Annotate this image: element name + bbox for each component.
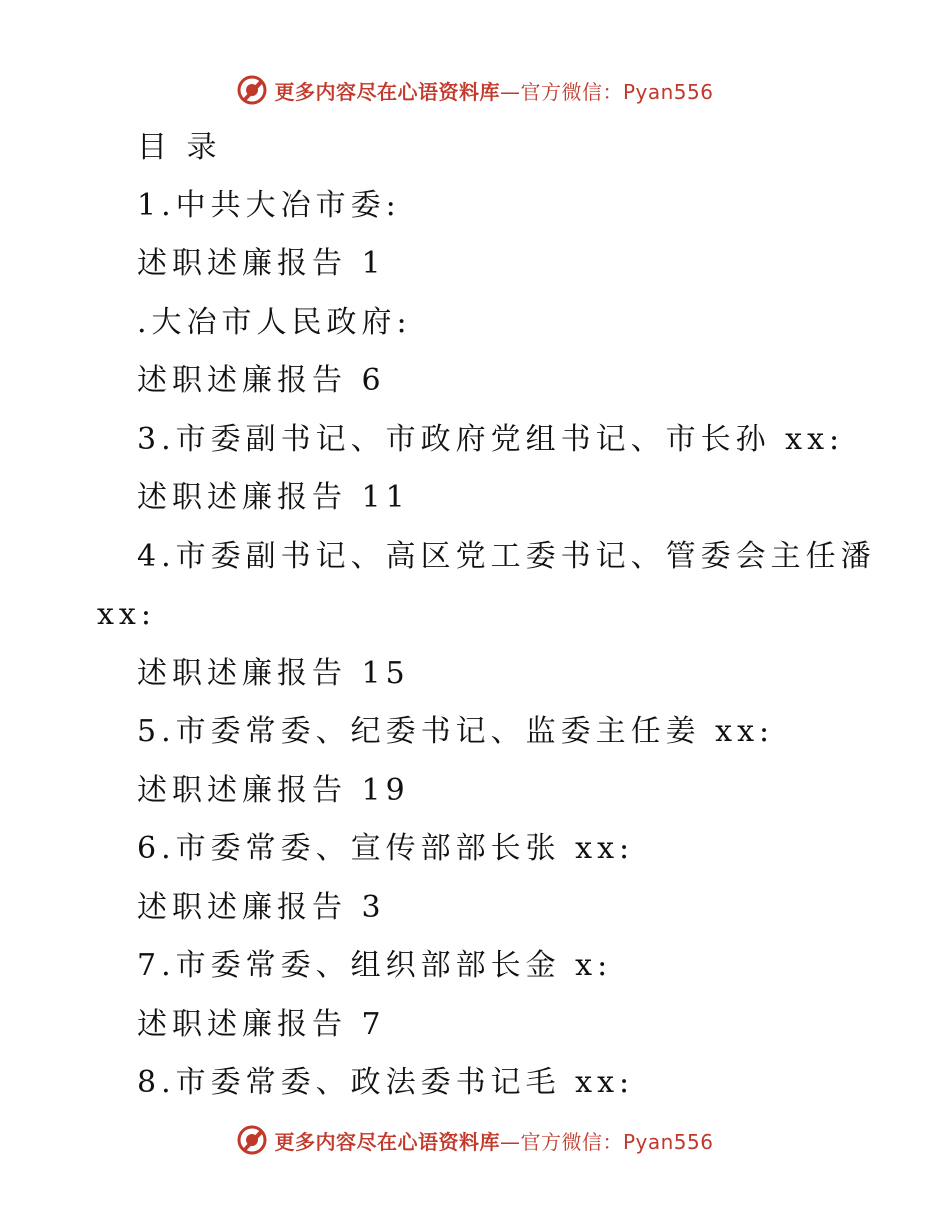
- toc-line: 述职述廉报告 3: [137, 890, 386, 925]
- quill-seal-icon: [236, 74, 268, 106]
- toc-line: 1.中共大冶市委:: [137, 188, 401, 223]
- toc-line: 3.市委副书记、市政府党组书记、市长孙 xx:: [137, 422, 845, 457]
- toc-line: 述职述廉报告 19: [137, 773, 410, 808]
- quill-seal-icon: [236, 1124, 268, 1156]
- header-banner: [0, 70, 950, 110]
- toc-heading: 目 录: [137, 130, 222, 165]
- toc-line: xx:: [97, 597, 156, 632]
- toc-line: 5.市委常委、纪委书记、监委主任姜 xx:: [137, 714, 775, 749]
- toc-line: 8.市委常委、政法委书记毛 xx:: [137, 1065, 635, 1100]
- banner-main-text: 更多内容尽在心语资料库: [274, 79, 500, 104]
- banner-contact-text: —官方微信：Pyan556: [499, 79, 714, 104]
- banner-contact-text: —官方微信：Pyan556: [499, 1129, 714, 1154]
- toc-line: 述职述廉报告 7: [137, 1007, 386, 1042]
- toc-line: 6.市委常委、宣传部部长张 xx:: [137, 831, 635, 866]
- footer-banner: [0, 1120, 950, 1160]
- toc-line: 述职述廉报告 11: [137, 480, 410, 515]
- toc-line: 4.市委副书记、高区党工委书记、管委会主任潘: [137, 539, 876, 574]
- banner-main-text: 更多内容尽在心语资料库: [274, 1129, 500, 1154]
- toc-line: .大冶市人民政府:: [137, 305, 412, 340]
- banner-text: [274, 1126, 713, 1155]
- toc-line: 述职述廉报告 6: [137, 363, 386, 398]
- toc-line: 述职述廉报告 1: [137, 246, 386, 281]
- toc-line: 7.市委常委、组织部部长金 x:: [137, 948, 613, 983]
- toc-line: 述职述廉报告 15: [137, 656, 410, 691]
- banner-text: [274, 76, 713, 105]
